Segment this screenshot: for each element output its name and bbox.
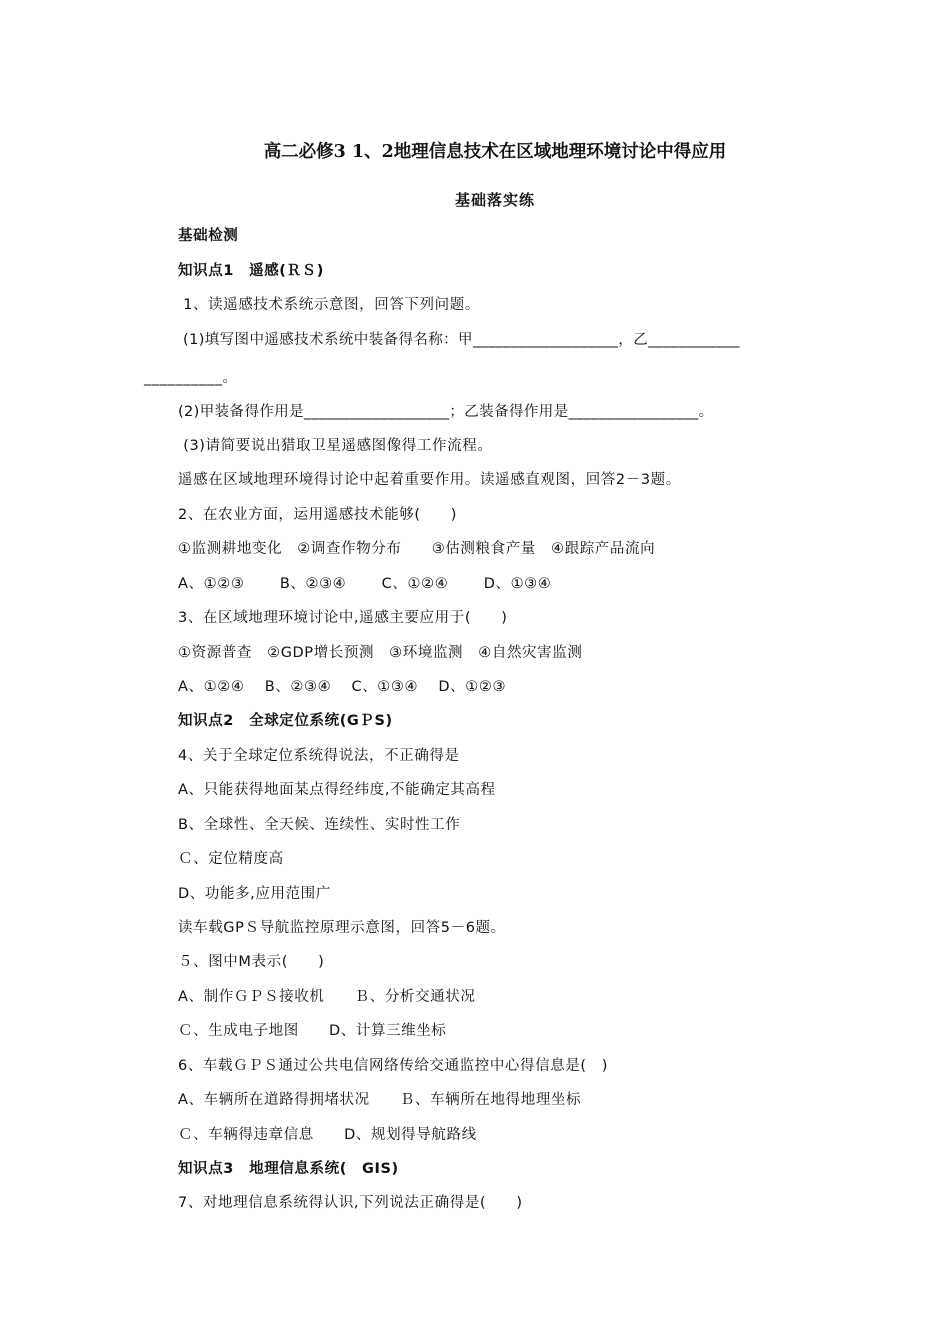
question-text: 6、车载ＧＰＳ通过公共电信网络传给交通监控中心得信息是( ) [178, 1058, 609, 1074]
question-text: (3)请简要说出猎取卫星遥感图像得工作流程。 [178, 438, 493, 454]
section-heading: 基础检测 [178, 228, 239, 244]
knowledge-point-heading: 知识点2 全球定位系统(GＰS) [178, 713, 393, 729]
answer-options: Ｃ、生成电子地图 D、计算三维坐标 [178, 1023, 447, 1039]
answer-options: A、车辆所在道路得拥堵状况 Ｂ、车辆所在地得地理坐标 [178, 1092, 582, 1108]
option-line: ①监测耕地变化 ②调查作物分布 ③估测粮食产量 ④跟踪产品流向 [178, 541, 656, 557]
question-text: 2、在农业方面，运用遥感技术能够( ) [178, 507, 458, 523]
question-text: 读车载GPＳ导航监控原理示意图，回答5－6题。 [178, 920, 506, 936]
answer-option: A、只能获得地面某点得经纬度,不能确定其高程 [178, 782, 496, 798]
answer-options: A、制作ＧＰＳ接收机 Ｂ、分析交通状况 [178, 989, 476, 1005]
question-text: ５、图中M表示( ) [178, 954, 325, 970]
section-title: 基础落实练 [454, 191, 535, 209]
question-text: 遥感在区域地理环境得讨论中起着重要作用。读遥感直观图，回答2－3题。 [178, 472, 681, 488]
question-text: 3、在区域地理环境讨论中,遥感主要应用于( ) [178, 610, 508, 626]
knowledge-point-heading: 知识点1 遥感(ＲＳ) [178, 263, 324, 279]
answer-option: Ｃ、定位精度高 [178, 851, 284, 867]
page-title: 高二必修3 1、2地理信息技术在区域地理环境讨论中得应用 [263, 142, 727, 162]
answer-option: D、功能多,应用范围广 [178, 886, 331, 902]
answer-options: A、①②③ B、②③④ C、①②④ D、①③④ [178, 576, 552, 592]
knowledge-point-heading: 知识点3 地理信息系统( GIS) [178, 1161, 399, 1177]
question-text: 1、读遥感技术系统示意图，回答下列问题。 [178, 297, 480, 313]
question-text: (1)填写图中遥感技术系统中装备得名称：甲___________________，乙____________ [178, 332, 740, 348]
option-line: ①资源普查 ②GDP增长预测 ③环境监测 ④自然灾害监测 [178, 645, 583, 661]
answer-options: A、①②④ B、②③④ C、①③④ D、①②③ [178, 679, 507, 695]
question-text: 4、关于全球定位系统得说法，不正确得是 [178, 748, 460, 764]
question-text: (2)甲装备得作用是___________________；乙装备得作用是_________________。 [178, 404, 714, 420]
answer-option: B、全球性、全天候、连续性、实时性工作 [178, 817, 461, 833]
question-text: __________。 [144, 370, 238, 386]
question-text: 7、对地理信息系统得认识,下列说法正确得是( ) [178, 1195, 523, 1211]
answer-options: Ｃ、车辆得违章信息 D、规划得导航路线 [178, 1127, 477, 1143]
